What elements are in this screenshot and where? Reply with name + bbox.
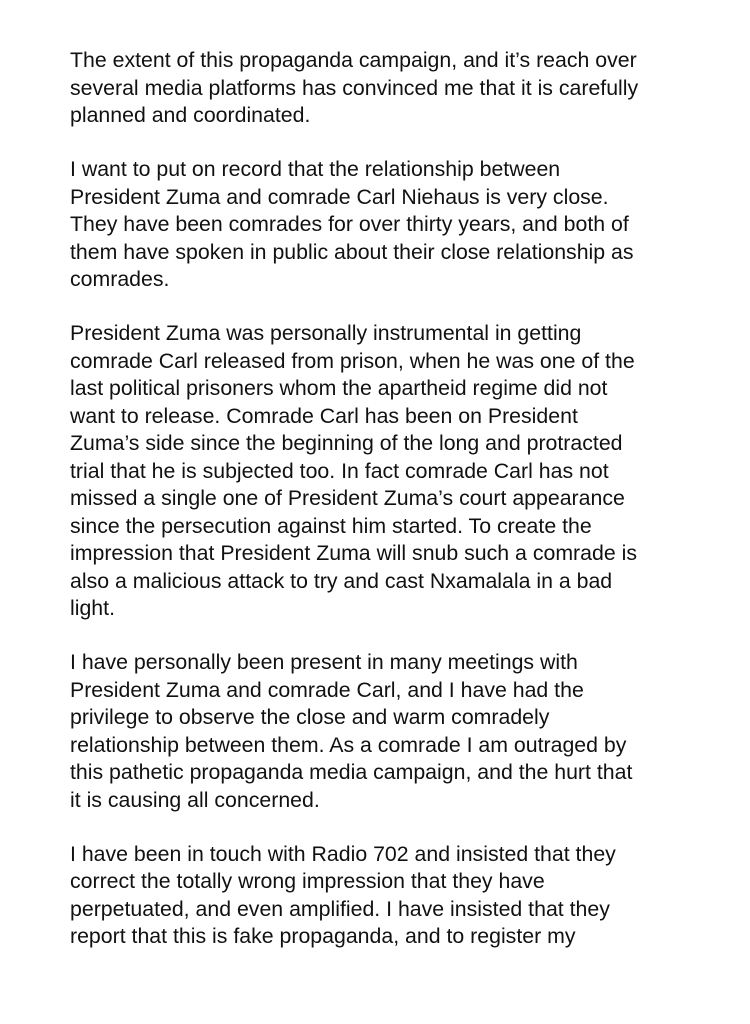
text-line: trial that he is subjected too. In fact comrade Carl has not bbox=[70, 458, 609, 483]
text-line: comrade Carl released from prison, when he was one of the bbox=[70, 348, 635, 373]
text-line: They have been comrades for over thirty years, and both of bbox=[70, 212, 629, 236]
text-line: also a malicious attack to try and cast Nxamalala in a bad bbox=[70, 568, 613, 593]
text-line: want to release. Comrade Carl has been on President bbox=[70, 403, 578, 428]
text-line: President Zuma and comrade Carl Niehaus is very close. bbox=[70, 184, 609, 209]
text-line: them have spoken in public about their close relationship as bbox=[70, 239, 634, 264]
text-line: correct the totally wrong impression that they have bbox=[70, 869, 545, 893]
text-line: planned and coordinated. bbox=[70, 103, 311, 127]
text-line: missed a single one of President Zuma’s court appearance bbox=[70, 486, 625, 510]
document-page bbox=[70, 47, 690, 977]
text-line: light. bbox=[70, 596, 115, 620]
text-line: President Zuma and comrade Carl, and I have had the bbox=[70, 677, 584, 702]
text-line: report that this is fake propaganda, and to register my bbox=[70, 924, 576, 948]
text-line: several media platforms has convinced me that it is carefully bbox=[70, 75, 639, 100]
paragraph-1 bbox=[70, 47, 690, 130]
text-line: it is causing all concerned. bbox=[70, 787, 320, 812]
text-line: last political prisoners whom the apartheid regime did not bbox=[70, 376, 608, 400]
text-line: I have personally been present in many meetings with bbox=[70, 650, 578, 674]
text-line: impression that President Zuma will snub such a comrade is bbox=[70, 541, 637, 565]
text-line: The extent of this propaganda campaign, and it’s reach over bbox=[70, 48, 637, 72]
paragraph-4 bbox=[70, 649, 690, 814]
text-line: I want to put on record that the relationship between bbox=[70, 157, 561, 181]
text-line: Zuma’s side since the beginning of the long and protracted bbox=[70, 431, 623, 455]
paragraph-2 bbox=[70, 156, 690, 294]
text-line: privilege to observe the close and warm comradely bbox=[70, 705, 550, 729]
text-line: perpetuated, and even amplified. I have insisted that they bbox=[70, 896, 610, 921]
text-line: President Zuma was personally instrumental in getting bbox=[70, 321, 582, 345]
paragraph-5 bbox=[70, 841, 690, 951]
paragraph-3 bbox=[70, 320, 690, 623]
text-line: since the persecution against him started. To create the bbox=[70, 513, 592, 538]
text-line: comrades. bbox=[70, 267, 170, 291]
text-line: this pathetic propaganda media campaign, and the hurt that bbox=[70, 760, 633, 784]
text-line: relationship between them. As a comrade I am outraged by bbox=[70, 732, 627, 757]
text-line: I have been in touch with Radio 702 and insisted that they bbox=[70, 841, 616, 866]
